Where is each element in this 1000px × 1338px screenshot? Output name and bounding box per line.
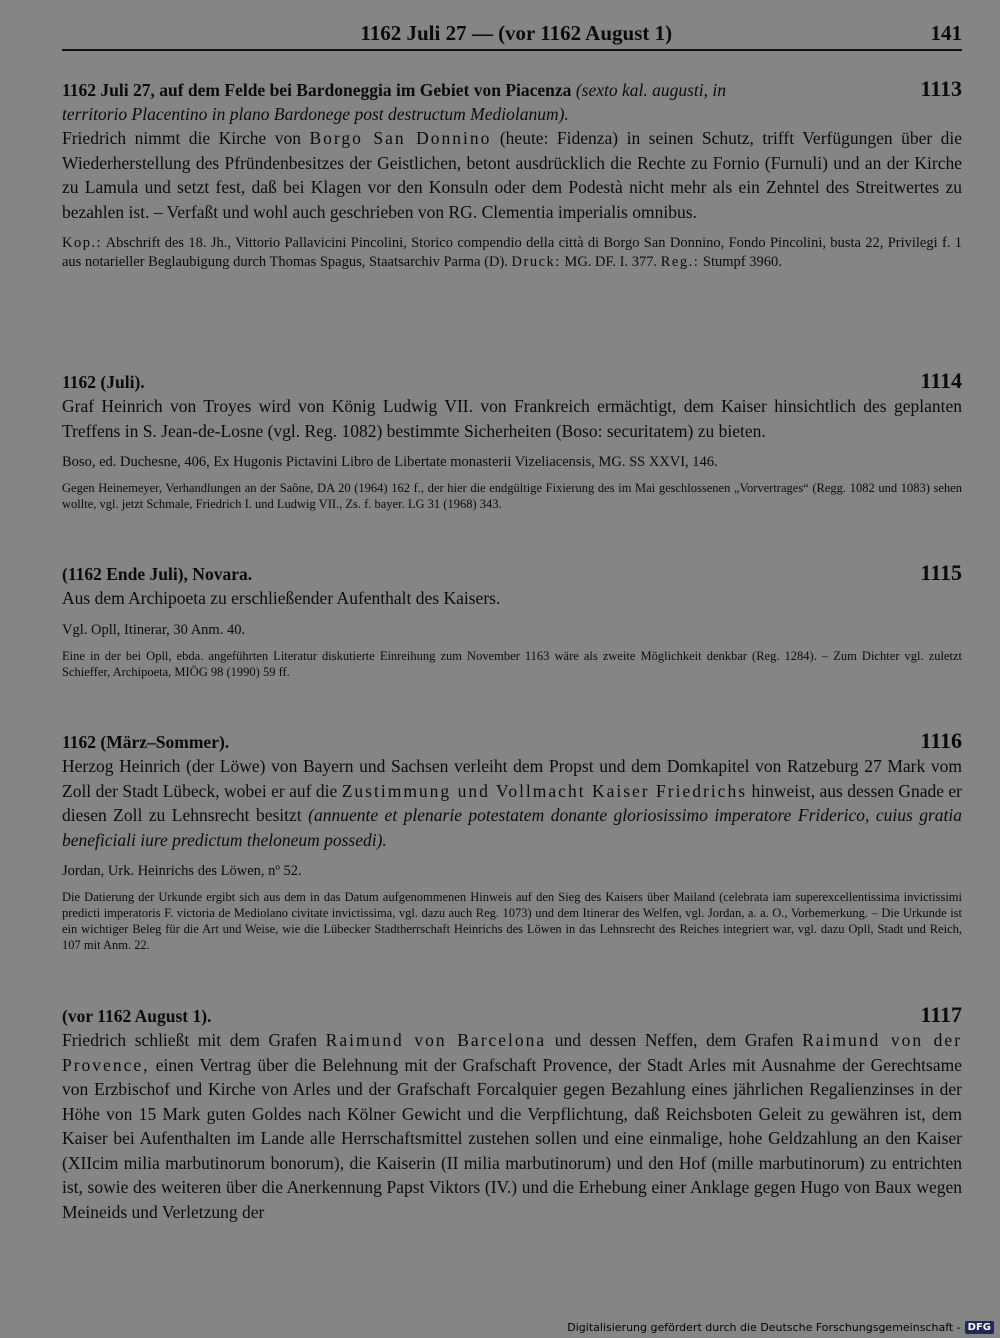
running-title: 1162 Juli 27 — (vor 1162 August 1) <box>360 21 673 45</box>
spaced-name: Raimund von Barcelona <box>325 1030 547 1050</box>
entry-sources: Kop.: Abschrift des 18. Jh., Vittorio Pallavicini Pincolini, Storico compendio della città di Borgo San Donnino, Fondo Pincolini, busta 22, Privilegi f. 1 aus notarieller Beglaubigung durch Thomas Spagus, Staatsarchiv Parma (D). Druck: MG. DF. I. 377. Reg.: Stumpf 3960. <box>62 235 962 270</box>
entry-date-place: 1162 (Juli). <box>62 372 145 392</box>
spaced-phrase: Zustimmung und Vollmacht Kaiser Friedrichs <box>341 780 748 801</box>
entry-number: 1117 <box>920 1002 962 1027</box>
entry-number: 1113 <box>920 76 962 101</box>
dfg-logo: DFG <box>965 1321 994 1334</box>
entry-commentary: Gegen Heinemeyer, Verhandlungen an der Saône, DA 20 (1964) 162 f., der hier die endgültige Fixierung des im Mai geschlossenen „Vorvertrages“ (Regg. 1082 und 1083) sehen wollte, vgl. jetzt Schmale, Friedrich I. und Ludwig VII., Zs. f. bayer. LG 31 (1968) 343. <box>62 481 962 511</box>
footer-credit: Digitalisierung gefördert durch die Deutsche Forschungsgemeinschaft - <box>567 1321 961 1334</box>
spaced-name: Raimund von der Provence, <box>62 1030 963 1075</box>
entry-summary: Aus dem Archipoeta zu erschließender Aufenthalt des Kaisers. <box>62 588 501 608</box>
entry-sources: Boso, ed. Duchesne, 406, Ex Hugonis Pictavini Libro de Libertate monasterii Vizeliacensis, MG. SS XXVI, 146. <box>62 454 718 470</box>
entry-1117 <box>62 1002 962 1224</box>
digitization-footer <box>567 1321 994 1334</box>
entry-date-place: 1162 Juli 27, auf dem Felde bei Bardoneggia im Gebiet von Piacenza <box>62 80 572 100</box>
entry-date-place: (vor 1162 August 1). <box>62 1006 212 1026</box>
entry-number: 1115 <box>920 560 962 585</box>
entry-heading <box>62 728 962 754</box>
spaced-name: Borgo San Donnino <box>309 128 492 148</box>
entry-sources: Vgl. Opll, Itinerar, 30 Anm. 40. <box>62 621 246 638</box>
entry-date-latin: (sexto kal. augusti, in <box>575 80 726 100</box>
entry-commentary: Eine in der bei Opll, ebda. angeführten Literatur diskutierte Einreihung zum November 1163 wäre als zweite Möglichkeit denkbar (Reg. 1284). – Zum Dichter vgl. zuletzt Schieffer, Archipoeta, MIÖG 98 (1990) 59 ff. <box>62 648 962 679</box>
entry-1113 <box>62 76 962 272</box>
entry-heading <box>62 76 962 102</box>
entry-number: 1114 <box>920 368 962 393</box>
running-head <box>62 18 962 51</box>
entry-1115 <box>62 560 962 680</box>
entry-summary: Herzog Heinrich (der Löwe) von Bayern und Sachsen verleiht dem Propst und dem Domkapitel von Ratzeburg 27 Mark vom Zoll der Stadt Lübeck, wobei er auf die Zustimmung und Vollmacht Kaiser Friedrichs hinweist, aus dessen Gnade er diesen Zoll zu Lehnsrecht besitzt (annuente et plenarie potestatem donante gloriosissimo imperatore Friderico, cuius gratia beneficiali iure predictum theloneum possedi). <box>62 756 963 850</box>
entry-1114 <box>62 368 962 512</box>
entry-date-place: (1162 Ende Juli), Novara. <box>62 564 253 584</box>
entry-1116 <box>62 728 962 953</box>
entry-number: 1116 <box>920 728 962 753</box>
entry-heading-continued: territorio Placentino in plano Bardonege post destructum Mediolanum). <box>62 104 569 124</box>
page <box>62 18 963 1222</box>
entry-summary: Friedrich schließt mit dem Grafen Raimund von Barcelona und dessen Neffen, dem Grafen Raimund von der Provence, einen Vertrag über die Belehnung mit der Grafschaft Provence, der Stadt Arles mit Ausnahme der Gerechtsame von Erzbischof und Kirche von Arles und der Grafschaft Forcalquier gegen Bezahlung eines jährlichen Regalienzinses in der Höhe von 15 Mark guten Goldes nach Kölner Gewicht und die Verpflichtung, daß Reichsboten Geleit zu gewähren ist, dem Kaiser bei Aufenthalten im Lande alle Herrschaftsmittel zustehen sollen und eine einmalige, hohe Geldzahlung an den Kaiser (XIIcim milia marbutinorum bonorum), die Kaiserin (II milia marbutinorum) und den Hof (mille marbutinorum) zu entrichten ist, sowie des weiteren über die Anerkennung Papst Viktors (IV.) und die Erhebung einer Anklage gegen Hugo von Baux wegen Meineids und Verletzung der <box>62 1030 963 1222</box>
entry-sources: Jordan, Urk. Heinrichs des Löwen, nº 52. <box>62 863 302 879</box>
entry-summary: Friedrich nimmt die Kirche von Borgo San Donnino (heute: Fidenza) in seinen Schutz, trifft Verfügungen über die Wiederherstellung des Pfründenbesitzes der Geistlichen, betont ausdrücklich die Rechte zu Fornio (Furnuli) und an der Kirche zu Lamula und setzt fest, daß bei Klagen vor den Konsuln oder dem Podestà nicht mehr als ein Zehntel des Streitwertes zu bezahlen ist. – Verfaßt und wohl auch geschrieben von RG. Clementia imperialis omnibus. <box>62 128 963 222</box>
page-number: 141 <box>930 21 962 45</box>
entry-date-place: 1162 (März–Sommer). <box>62 732 230 752</box>
entry-commentary: Die Datierung der Urkunde ergibt sich aus dem in das Datum aufgenommenen Hinweis auf den Sieg des Kaisers über Mailand (celebrata iam superexcellentissima invictissimi predicti imperatoris F. victoria de Mediolano civitate invictissima, vgl. dazu auch Reg. 1073) und dem Itinerar des Welfen, vgl. Jordan, a. a. O., Vorbemerkung. – Die Urkunde ist ein wichtiger Beleg für die Art und Weise, wie die Lübecker Stadtherrschaft Heinrichs des Löwen in das Lehnsrecht des Reiches integriert war, vgl. dazu Opll, Stadt und Reich, 107 mit Anm. 22. <box>62 890 962 952</box>
entry-heading <box>62 560 962 586</box>
entry-summary: Graf Heinrich von Troyes wird von König Ludwig VII. von Frankreich ermächtigt, dem Kaiser hinsichtlich des geplanten Treffens in S. Jean-de-Losne (vgl. Reg. 1082) bestimmte Sicherheiten (Boso: securitatem) zu bieten. <box>62 396 962 441</box>
entry-heading <box>62 1002 962 1028</box>
entry-heading <box>62 368 962 394</box>
